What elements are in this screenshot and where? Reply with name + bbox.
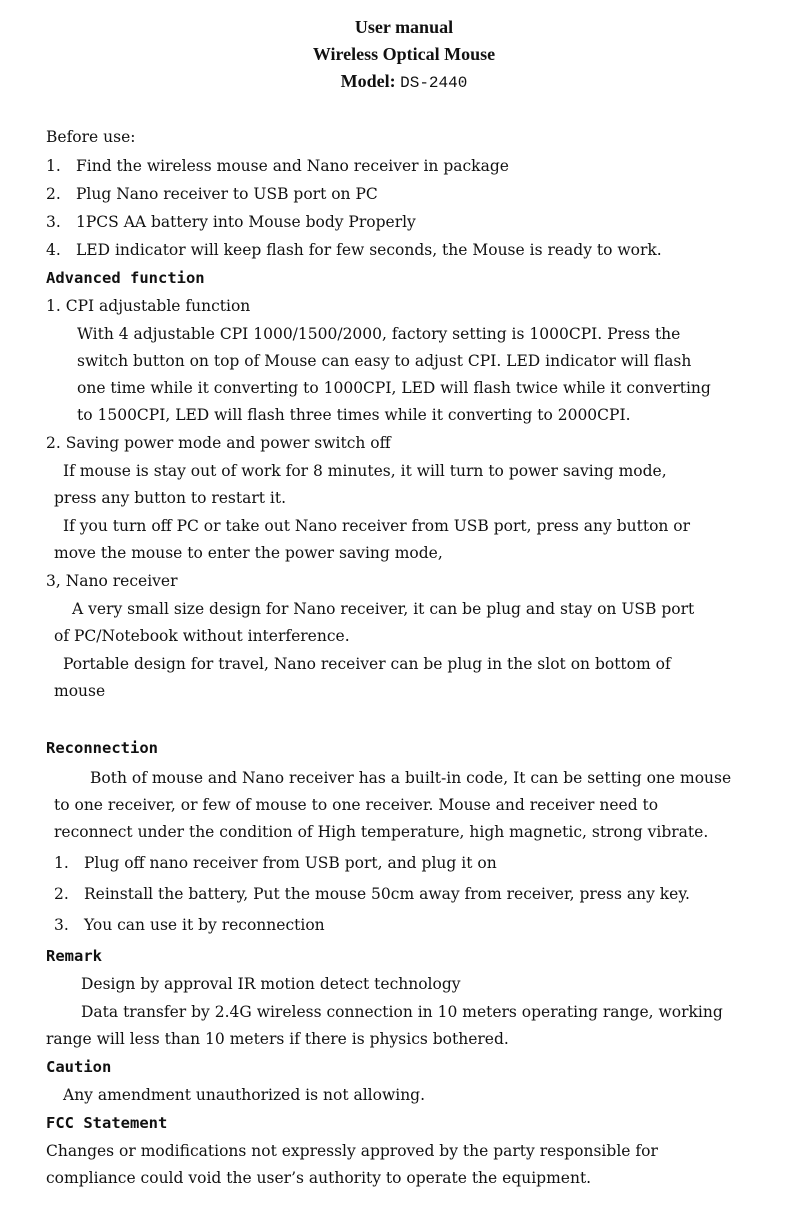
- power-title: 2. Saving power mode and power switch off: [46, 434, 391, 452]
- reconnection-heading: Reconnection: [46, 739, 158, 757]
- step-number: 3.: [54, 916, 69, 934]
- document-title: User manual: [354, 17, 454, 37]
- fcc-line: compliance could void the user’s authority to operate the equipment.: [46, 1169, 592, 1187]
- nano-paragraph-line: of PC/Notebook without interference.: [54, 627, 350, 645]
- remark-line: range will less than 10 meters if there is physics bothered.: [46, 1030, 509, 1048]
- caution-heading: Caution: [46, 1058, 112, 1076]
- reconnection-step: [54, 853, 497, 873]
- model-line: [0, 71, 808, 92]
- nano-paragraph-line: A very small size design for Nano receiver, it can be plug and stay on USB port: [72, 600, 695, 618]
- power-paragraph-line: press any button to restart it.: [54, 489, 287, 507]
- step-text: You can use it by reconnection: [84, 916, 325, 934]
- item-number: 2.: [46, 185, 61, 203]
- power-paragraph-line: If mouse is stay out of work for 8 minutes, it will turn to power saving mode,: [63, 462, 667, 480]
- before-use-item: [46, 240, 662, 260]
- power-paragraph-line: move the mouse to enter the power saving mode,: [54, 544, 443, 562]
- item-text: LED indicator will keep flash for few seconds, the Mouse is ready to work.: [76, 241, 662, 259]
- step-text: Plug off nano receiver from USB port, and plug it on: [84, 854, 497, 872]
- remark-heading: Remark: [46, 947, 102, 965]
- cpi-paragraph-line: to 1500CPI, LED will flash three times while it converting to 2000CPI.: [77, 406, 631, 424]
- item-text: Find the wireless mouse and Nano receiver in package: [76, 157, 509, 175]
- nano-paragraph-line: Portable design for travel, Nano receiver can be plug in the slot on bottom of: [63, 655, 671, 673]
- cpi-paragraph-line: one time while it converting to 1000CPI, LED will flash twice while it converting: [77, 379, 711, 397]
- nano-paragraph-line: mouse: [54, 682, 106, 700]
- remark-line: Design by approval IR motion detect technology: [81, 975, 461, 993]
- item-number: 4.: [46, 241, 61, 259]
- cpi-title: 1. CPI adjustable function: [46, 297, 251, 315]
- reconnection-paragraph-line: reconnect under the condition of High temperature, high magnetic, strong vibrate.: [54, 823, 709, 841]
- step-text: Reinstall the battery, Put the mouse 50cm away from receiver, press any key.: [84, 885, 690, 903]
- reconnection-paragraph-line: Both of mouse and Nano receiver has a built-in code, It can be setting one mouse: [90, 769, 732, 787]
- document-subtitle: Wireless Optical Mouse: [312, 44, 496, 64]
- before-use-heading: Before use:: [46, 128, 136, 146]
- before-use-item: [46, 184, 378, 204]
- reconnection-step: [54, 884, 690, 904]
- fcc-line: Changes or modifications not expressly approved by the party responsible for: [46, 1142, 658, 1160]
- before-use-item: [46, 212, 416, 232]
- nano-title: 3, Nano receiver: [46, 572, 178, 590]
- cpi-paragraph-line: With 4 adjustable CPI 1000/1500/2000, factory setting is 1000CPI. Press the: [77, 325, 681, 343]
- step-number: 1.: [54, 854, 69, 872]
- remark-line: Data transfer by 2.4G wireless connection in 10 meters operating range, working: [81, 1003, 723, 1021]
- power-paragraph-line: If you turn off PC or take out Nano receiver from USB port, press any button or: [63, 517, 691, 535]
- item-text: Plug Nano receiver to USB port on PC: [76, 185, 378, 203]
- item-text: 1PCS AA battery into Mouse body Properly: [76, 213, 416, 231]
- cpi-paragraph-line: switch button on top of Mouse can easy to adjust CPI. LED indicator will flash: [77, 352, 692, 370]
- step-number: 2.: [54, 885, 69, 903]
- before-use-item: [46, 156, 509, 176]
- caution-text: Any amendment unauthorized is not allowing.: [63, 1086, 426, 1104]
- model-label: Model:: [340, 71, 396, 91]
- reconnection-step: [54, 915, 325, 935]
- item-number: 1.: [46, 157, 61, 175]
- reconnection-paragraph-line: to one receiver, or few of mouse to one receiver. Mouse and receiver need to: [54, 796, 659, 814]
- fcc-heading: FCC Statement: [46, 1114, 168, 1132]
- model-value: DS-2440: [400, 74, 468, 92]
- advanced-function-heading: Advanced function: [46, 269, 205, 287]
- item-number: 3.: [46, 213, 61, 231]
